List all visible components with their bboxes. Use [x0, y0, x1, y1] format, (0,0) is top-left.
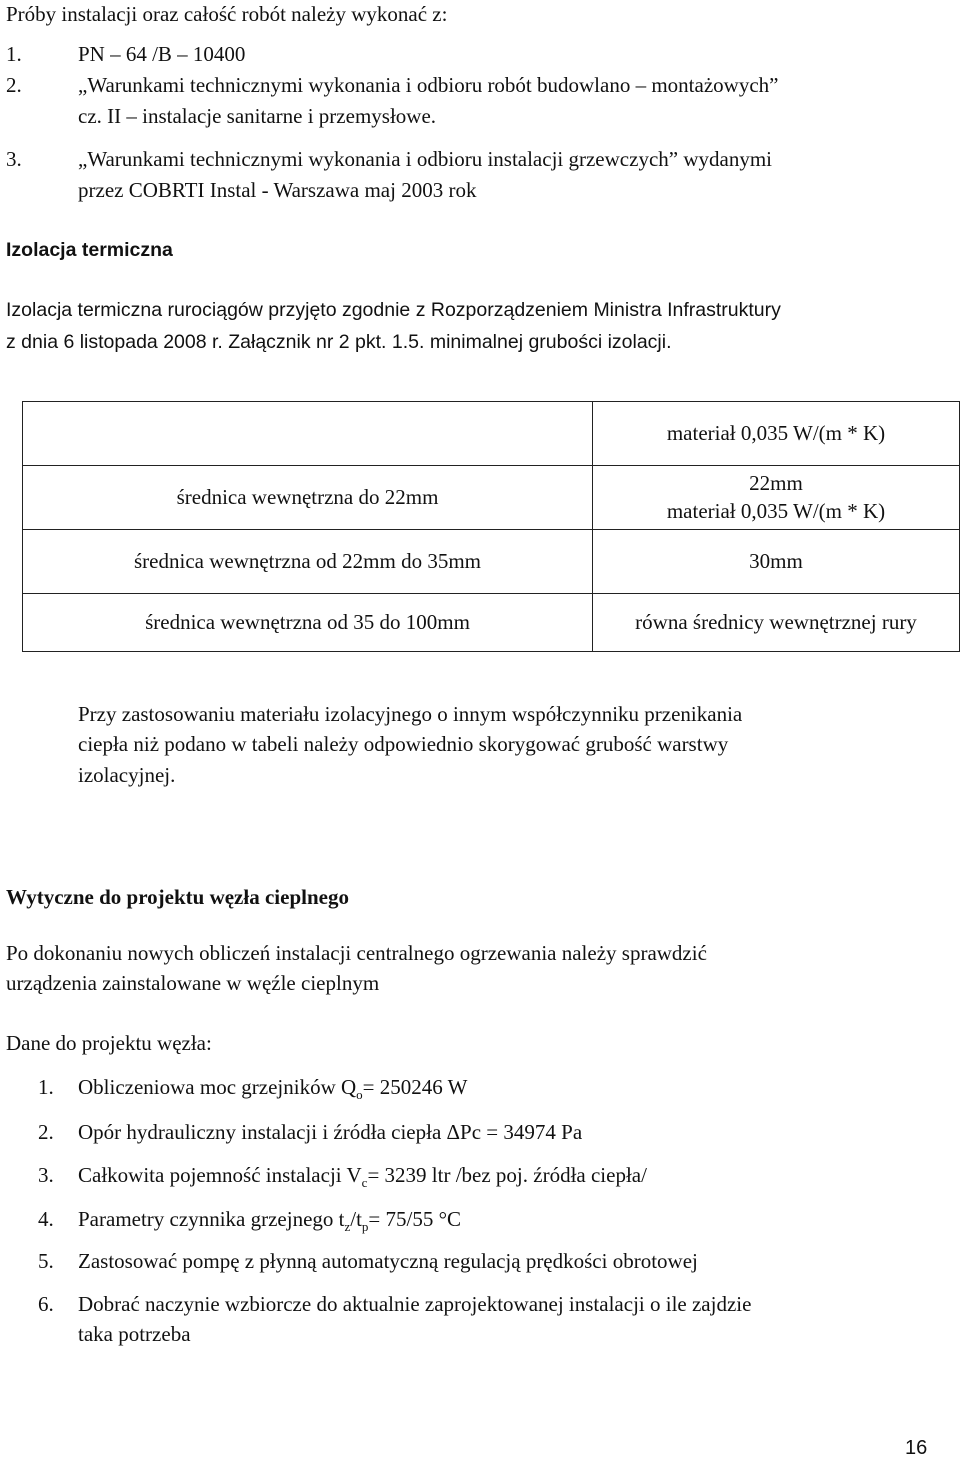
- item-4-text: Parametry czynnika grzejnego $t_z/t_p= 75/55$ °C: [78, 1207, 462, 1234]
- standard-3-number: 3.: [6, 147, 22, 171]
- table-cell-empty: [23, 402, 593, 466]
- intro-text: Próby instalacji oraz całość robót należy wykonać z:: [6, 2, 448, 26]
- item-5-text: Zastosować pompę z płynną automatyczną regulacją prędkości obrotowej: [78, 1249, 698, 1273]
- table-cell-right: [593, 466, 960, 530]
- node-heading: Wytyczne do projektu węzła cieplnego: [6, 885, 349, 909]
- insulation-text-line-1: Izolacja termiczna rurociągów przyjęto zgodnie z Rozporządzeniem Ministra Infrastruktury: [6, 299, 781, 321]
- table-cell-right: równa średnicy wewnętrznej rury: [593, 594, 960, 652]
- note-line-2: ciepła niż podano w tabeli należy odpowiednio skorygować grubość warstwy: [78, 732, 729, 756]
- standard-1-text: PN – 64 /B – 10400: [78, 42, 246, 66]
- table-cell-left: średnica wewnętrzna do 22mm: [23, 466, 593, 530]
- table-row: [23, 466, 960, 530]
- item-1-number: 1.: [38, 1075, 54, 1099]
- item-6-line-1: Dobrać naczynie wzbiorcze do aktualnie zaprojektowanej instalacji o ile zajdzie: [78, 1292, 752, 1316]
- item-4-number: 4.: [38, 1207, 54, 1231]
- standard-1-number: 1.: [6, 42, 22, 66]
- table-row: [23, 402, 960, 466]
- item-3-number: 3.: [38, 1163, 54, 1187]
- data-heading: Dane do projektu węzła:: [6, 1031, 212, 1055]
- table-cell-left: średnica wewnętrzna od 22mm do 35mm: [23, 530, 593, 594]
- item-3-text: Całkowita pojemność instalacji $V_c= 3239$ ltr /bez poj. źródła ciepła/: [78, 1163, 647, 1190]
- note-line-1: Przy zastosowaniu materiału izolacyjnego o innym współczynniku przenikania: [78, 702, 743, 726]
- table-cell-left: średnica wewnętrzna od 35 do 100mm: [23, 594, 593, 652]
- standard-2-line-2: cz. II – instalacje sanitarne i przemysłowe.: [78, 104, 437, 128]
- node-text-line-2: urządzenia zainstalowane w węźle cieplnym: [6, 971, 380, 995]
- standard-3-line-1: „Warunkami technicznymi wykonania i odbioru instalacji grzewczych” wydanymi: [78, 147, 772, 171]
- insulation-table: [22, 401, 960, 652]
- table-cell-thickness: 22mm: [749, 471, 803, 496]
- item-6-number: 6.: [38, 1292, 54, 1316]
- node-text-line-1: Po dokonaniu nowych obliczeń instalacji centralnego ogrzewania należy sprawdzić: [6, 941, 707, 965]
- item-1-text: Obliczeniowa moc grzejników $Q_o= 250246$ W: [78, 1075, 468, 1102]
- table-row: [23, 594, 960, 652]
- note-line-3: izolacyjnej.: [78, 763, 176, 787]
- table-header-right: materiał 0,035 W/(m * K): [593, 402, 960, 466]
- item-2-text: Opór hydrauliczny instalacji i źródła ciepła ΔPc = 34974 Pa: [78, 1120, 583, 1144]
- item-5-number: 5.: [38, 1249, 54, 1273]
- table-row: [23, 530, 960, 594]
- table-cell-material: materiał 0,035 W/(m * K): [666, 498, 886, 523]
- table-cell-right: 30mm: [593, 530, 960, 594]
- standard-2-number: 2.: [6, 73, 22, 97]
- standard-2-line-1: „Warunkami technicznymi wykonania i odbioru robót budowlano – montażowych”: [78, 73, 779, 97]
- insulation-text-line-2: z dnia 6 listopada 2008 r. Załącznik nr 2 pkt. 1.5. minimalnej grubości izolacji.: [6, 331, 672, 353]
- insulation-heading: Izolacja termiczna: [6, 239, 173, 261]
- standard-3-line-2: przez COBRTI Instal - Warszawa maj 2003 rok: [78, 178, 477, 202]
- item-6-line-2: taka potrzeba: [78, 1322, 191, 1346]
- item-2-number: 2.: [38, 1120, 54, 1144]
- page-number: 16: [905, 1437, 928, 1459]
